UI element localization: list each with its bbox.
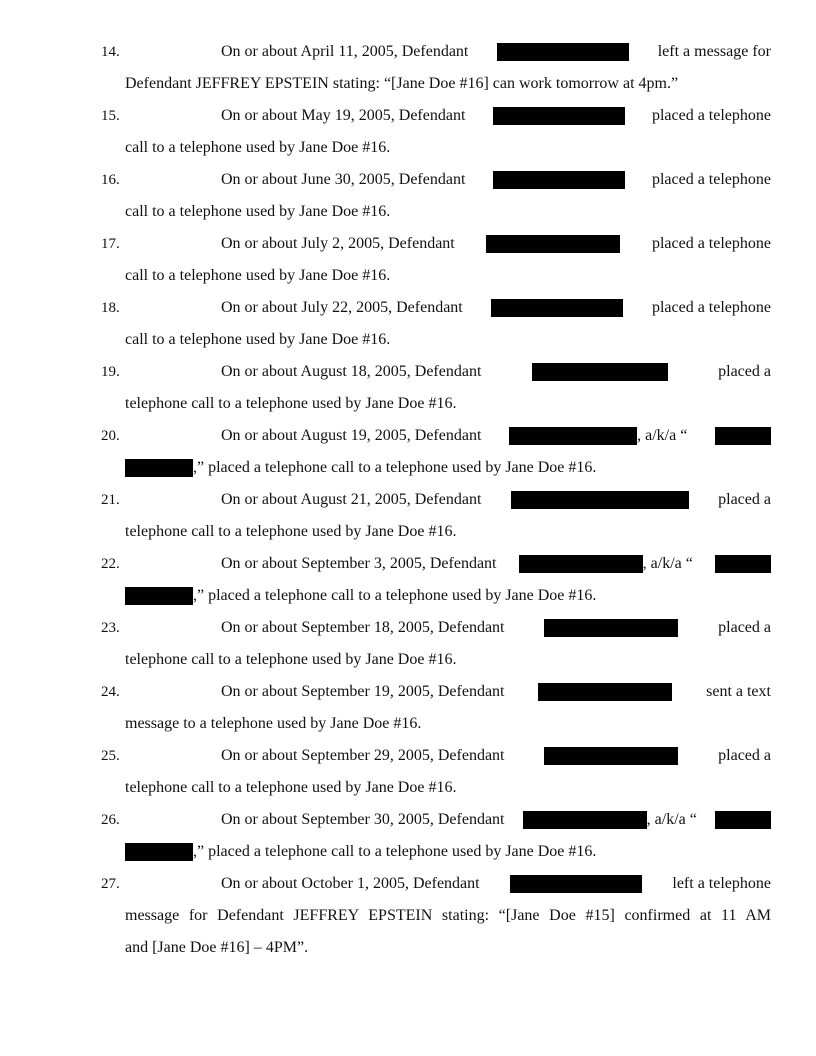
redaction-block xyxy=(544,747,678,765)
paragraph-number: 14. xyxy=(101,44,120,60)
sentence-continuation: placed a xyxy=(718,363,771,380)
line-2-text: ,” placed a telephone call to a telephone used by Jane Doe #16. xyxy=(193,843,597,860)
sentence-continuation: placed a telephone xyxy=(651,299,771,316)
paragraph-number: 20. xyxy=(101,428,120,444)
sentence-continuation: left a telephone xyxy=(672,875,771,892)
redaction-block xyxy=(510,875,642,893)
sentence-continuation: placed a telephone xyxy=(651,171,771,188)
sentence-continuation: placed a telephone xyxy=(651,235,771,252)
paragraph-line-1 xyxy=(221,234,771,254)
redaction-group xyxy=(523,810,697,830)
paragraph-number: 17. xyxy=(101,236,120,252)
sentence-start: On or about May 19, 2005, Defendant xyxy=(221,107,466,124)
redaction-group xyxy=(519,554,693,574)
paragraph-line-1 xyxy=(221,106,771,126)
redaction-block xyxy=(125,459,193,477)
paragraph-number: 27. xyxy=(101,876,120,892)
paragraph-line-1 xyxy=(221,490,771,510)
sentence-continuation: placed a telephone xyxy=(651,107,771,124)
paragraph-line-2: call to a telephone used by Jane Doe #16. xyxy=(125,203,391,220)
paragraph-line-1 xyxy=(221,426,771,446)
paragraph-line-2: message to a telephone used by Jane Doe #16. xyxy=(125,715,422,732)
redaction-block xyxy=(491,299,623,317)
redaction-group xyxy=(509,426,687,446)
line-2-text: ,” placed a telephone call to a telephone used by Jane Doe #16. xyxy=(193,587,597,604)
sentence-start: On or about September 3, 2005, Defendant xyxy=(221,555,497,572)
redaction-block xyxy=(125,843,193,861)
paragraph-number: 15. xyxy=(101,108,120,124)
paragraph-line-1 xyxy=(221,874,771,894)
aka-text: , a/k/a “ xyxy=(637,427,688,444)
paragraph-line-1 xyxy=(221,298,771,318)
sentence-start: On or about July 22, 2005, Defendant xyxy=(221,299,463,316)
sentence-start: On or about August 18, 2005, Defendant xyxy=(221,363,482,380)
redaction-block xyxy=(715,811,771,829)
paragraph-number: 18. xyxy=(101,300,120,316)
sentence-start: On or about June 30, 2005, Defendant xyxy=(221,171,466,188)
paragraph-line-2: telephone call to a telephone used by Jane Doe #16. xyxy=(125,651,457,668)
redaction-block xyxy=(493,171,625,189)
redaction-block xyxy=(493,107,625,125)
paragraph-number: 22. xyxy=(101,556,120,572)
redaction-block xyxy=(523,811,647,829)
sentence-continuation: left a message for xyxy=(657,43,771,60)
redaction-block xyxy=(497,43,629,61)
redaction-block xyxy=(538,683,672,701)
redaction-block xyxy=(486,235,620,253)
paragraph-line-2 xyxy=(125,842,775,862)
paragraph-line-1 xyxy=(221,682,771,702)
paragraph-line-1 xyxy=(221,810,771,830)
paragraph-line-2: call to a telephone used by Jane Doe #16. xyxy=(125,139,391,156)
paragraph-number: 19. xyxy=(101,364,120,380)
sentence-start: On or about September 18, 2005, Defendant xyxy=(221,619,505,636)
paragraph-line-1 xyxy=(221,42,771,62)
redaction-block xyxy=(544,619,678,637)
line-2-text: ,” placed a telephone call to a telephone used by Jane Doe #16. xyxy=(193,459,597,476)
paragraph-line-2: message for Defendant JEFFREY EPSTEIN stating: “[Jane Doe #15] confirmed at 11 AM xyxy=(125,907,771,924)
sentence-continuation: sent a text xyxy=(706,683,771,700)
paragraph-line-1 xyxy=(221,362,771,382)
paragraph-line-1 xyxy=(221,746,771,766)
sentence-start: On or about September 19, 2005, Defendant xyxy=(221,683,505,700)
paragraph-line-2: telephone call to a telephone used by Jane Doe #16. xyxy=(125,523,457,540)
paragraph-line-2: call to a telephone used by Jane Doe #16. xyxy=(125,267,391,284)
sentence-continuation: placed a xyxy=(718,491,771,508)
sentence-start: On or about August 21, 2005, Defendant xyxy=(221,491,482,508)
sentence-start: On or about October 1, 2005, Defendant xyxy=(221,875,480,892)
paragraph-line-2: call to a telephone used by Jane Doe #16. xyxy=(125,331,391,348)
paragraph-line-3: and [Jane Doe #16] – 4PM”. xyxy=(125,939,309,956)
redaction-block xyxy=(519,555,643,573)
paragraph-number: 23. xyxy=(101,620,120,636)
redaction-block xyxy=(125,587,193,605)
redaction-block xyxy=(509,427,637,445)
sentence-continuation: placed a xyxy=(718,619,771,636)
paragraph-line-2: telephone call to a telephone used by Jane Doe #16. xyxy=(125,395,457,412)
paragraph-number: 25. xyxy=(101,748,120,764)
paragraph-line-2 xyxy=(125,458,775,478)
paragraph-number: 26. xyxy=(101,812,120,828)
paragraph-line-2 xyxy=(125,586,775,606)
sentence-start: On or about August 19, 2005, Defendant xyxy=(221,427,482,444)
redaction-block xyxy=(715,427,771,445)
paragraph-line-2: Defendant JEFFREY EPSTEIN stating: “[Jane Doe #16] can work tomorrow at 4pm.” xyxy=(125,75,679,92)
aka-text: , a/k/a “ xyxy=(646,811,697,828)
paragraph-line-1 xyxy=(221,618,771,638)
paragraph-number: 24. xyxy=(101,684,120,700)
aka-text: , a/k/a “ xyxy=(642,555,693,572)
redaction-block xyxy=(532,363,668,381)
sentence-start: On or about September 29, 2005, Defendant xyxy=(221,747,505,764)
paragraph-line-2: telephone call to a telephone used by Jane Doe #16. xyxy=(125,779,457,796)
sentence-start: On or about September 30, 2005, Defendant xyxy=(221,811,505,828)
sentence-continuation: placed a xyxy=(718,747,771,764)
paragraph-line-1 xyxy=(221,554,771,574)
redaction-block xyxy=(715,555,771,573)
paragraph-number: 16. xyxy=(101,172,120,188)
redaction-block xyxy=(511,491,689,509)
sentence-start: On or about July 2, 2005, Defendant xyxy=(221,235,455,252)
sentence-start: On or about April 11, 2005, Defendant xyxy=(221,43,469,60)
paragraph-line-1 xyxy=(221,170,771,190)
paragraph-number: 21. xyxy=(101,492,120,508)
